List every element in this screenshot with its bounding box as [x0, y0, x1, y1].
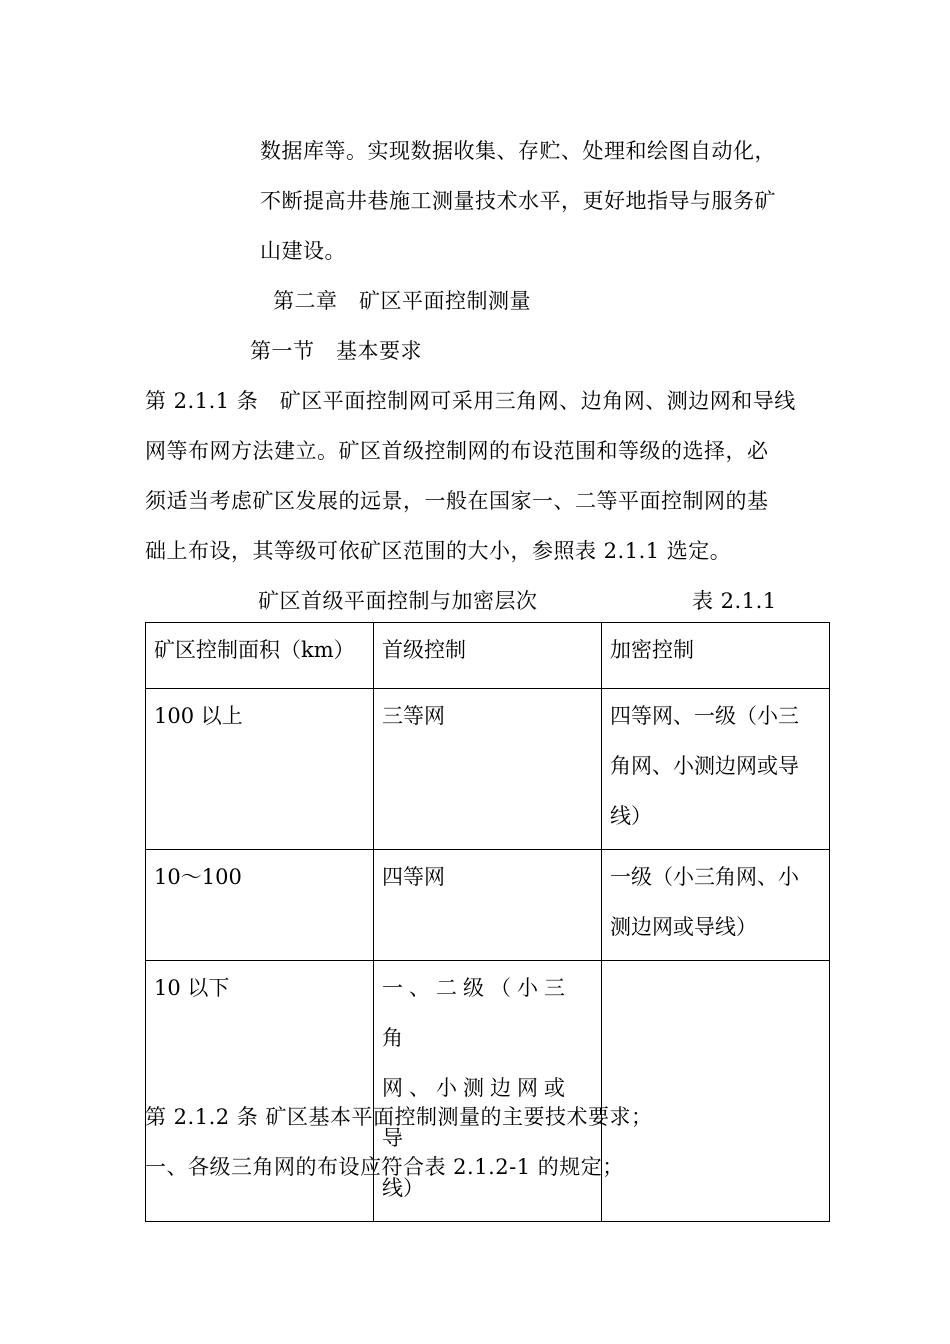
- cell-primary: 一、二级（小三角 网、小测边网或导 线）: [374, 961, 602, 1222]
- header-cell-densify: 加密控制: [602, 623, 830, 689]
- cell-densify: [602, 961, 830, 1222]
- table-row: [146, 689, 830, 850]
- clause-2-1-2: 第 2.1.2 条 矿区基本平面控制测量的主要技术要求；: [145, 1105, 653, 1129]
- clause-2-1-1-line-2: 网等布网方法建立。矿区首级控制网的布设范围和等级的选择，必: [145, 439, 769, 463]
- intro-line-1: 数据库等。实现数据收集、存贮、处理和绘图自动化，: [260, 139, 776, 163]
- cell-primary: 四等网: [374, 850, 602, 961]
- cell-primary: 三等网: [374, 689, 602, 850]
- clause-2-1-1-line-4: 础上布设，其等级可依矿区范围的大小，参照表 2.1.1 选定。: [145, 539, 732, 563]
- intro-line-2: 不断提高井巷施工测量技术水平，更好地指导与服务矿: [260, 189, 776, 213]
- table-number: 表 2.1.1: [692, 589, 777, 613]
- cell-densify: 一级（小三角网、小 测边网或导线）: [602, 850, 830, 961]
- item-1: 一、各级三角网的布设应符合表 2.1.2-1 的规定；: [145, 1155, 624, 1179]
- table-row: [146, 850, 830, 961]
- header-cell-primary: 首级控制: [374, 623, 602, 689]
- clause-2-1-1-line-3: 须适当考虑矿区发展的远景，一般在国家一、二等平面控制网的基: [145, 489, 769, 513]
- intro-line-3: 山建设。: [260, 239, 346, 263]
- cell-area: 10 以下: [146, 961, 374, 1222]
- table-caption: 矿区首级平面控制与加密层次: [258, 589, 538, 613]
- chapter-title: 第二章 矿区平面控制测量: [273, 289, 531, 313]
- clause-2-1-1-line-1: 第 2.1.1 条 矿区平面控制网可采用三角网、边角网、测边网和导线: [145, 389, 796, 413]
- control-levels-table: [145, 622, 830, 1222]
- cell-densify: 四等网、一级（小三 角网、小测边网或导 线）: [602, 689, 830, 850]
- table-row: [146, 961, 830, 1222]
- header-cell-area: 矿区控制面积（km）: [146, 623, 374, 689]
- cell-area: 10～100: [146, 850, 374, 961]
- section-title: 第一节 基本要求: [250, 339, 422, 363]
- table-header-row: [146, 623, 830, 689]
- cell-area: 100 以上: [146, 689, 374, 850]
